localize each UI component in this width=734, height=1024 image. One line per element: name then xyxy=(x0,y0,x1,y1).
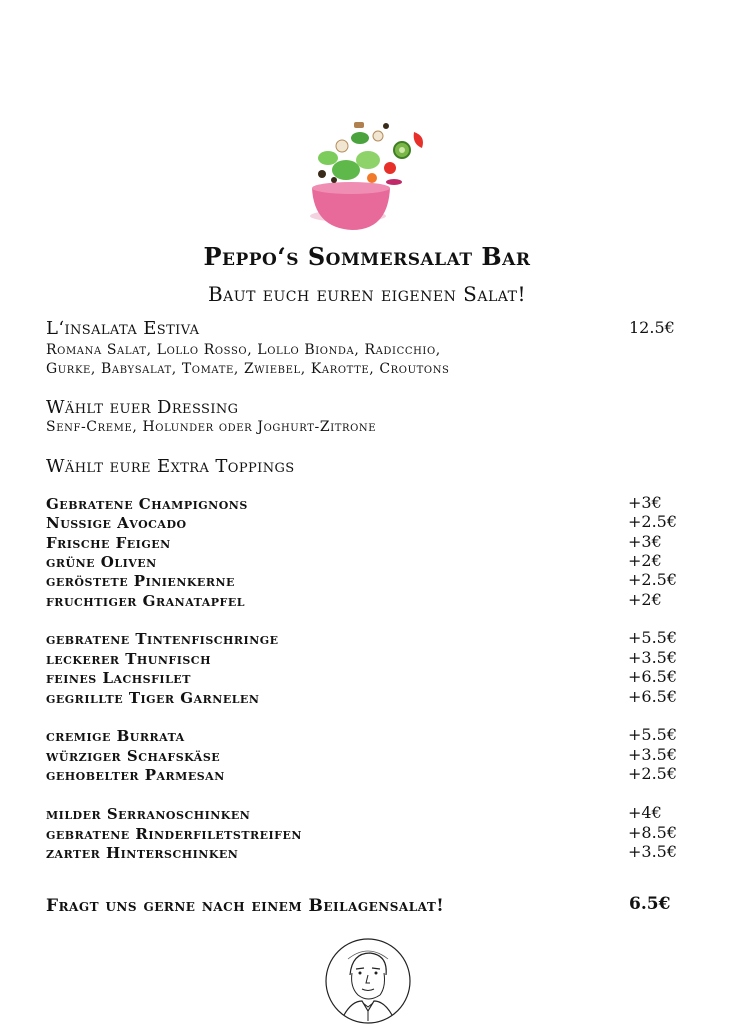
topping-name: würziger Schafskäse xyxy=(46,747,221,765)
topping-item xyxy=(46,495,686,514)
topping-price: +2€ xyxy=(628,590,662,609)
main-salad-price: 12.5€ xyxy=(629,318,675,337)
topping-price: +3€ xyxy=(628,493,662,512)
topping-price: +2€ xyxy=(628,551,662,570)
topping-item xyxy=(46,766,686,785)
topping-name: feines Lachsfilet xyxy=(46,669,191,687)
main-salad-ingredients-line2: Gurke, Babysalat, Tomate, Zwiebel, Karotte, Croutons xyxy=(46,361,450,377)
topping-name: leckerer Thunfisch xyxy=(46,650,211,668)
topping-name: gebratene Tintenfischringe xyxy=(46,630,279,648)
topping-price: +3.5€ xyxy=(628,842,678,861)
topping-item xyxy=(46,805,686,824)
topping-name: fruchtiger Granatapfel xyxy=(46,592,245,610)
topping-price: +4€ xyxy=(628,803,662,822)
topping-name: zarter Hinterschinken xyxy=(46,844,239,862)
topping-item xyxy=(46,630,686,649)
topping-name: gegrillte Tiger Garnelen xyxy=(46,689,260,707)
topping-price: +2.5€ xyxy=(628,764,678,783)
side-salad-note: Fragt uns gerne nach einem Beilagensalat! xyxy=(46,896,445,916)
topping-price: +3.5€ xyxy=(628,648,678,667)
topping-price: +2.5€ xyxy=(628,570,678,589)
topping-price: +6.5€ xyxy=(628,667,678,686)
topping-price: +3.5€ xyxy=(628,745,678,764)
topping-item xyxy=(46,650,686,669)
main-salad-ingredients-line1: Romana Salat, Lollo Rosso, Lollo Bionda, Radicchio, xyxy=(46,342,441,358)
topping-name: Gebratene Champignons xyxy=(46,495,248,513)
toppings-heading: Wählt eure Extra Toppings xyxy=(46,456,295,477)
topping-price: +5.5€ xyxy=(628,628,678,647)
topping-name: gebratene Rinderfiletstreifen xyxy=(46,825,302,843)
page-subtitle: Baut euch euren eigenen Salat! xyxy=(207,282,527,306)
page-title: Peppo‘s Sommersalat Bar xyxy=(203,242,531,271)
side-salad-price: 6.5€ xyxy=(629,894,671,914)
topping-name: milder Serranoschinken xyxy=(46,805,251,823)
topping-name: cremige Burrata xyxy=(46,727,185,745)
topping-name: grüne Oliven xyxy=(46,553,157,571)
topping-name: gehobelter Parmesan xyxy=(46,766,225,784)
topping-item xyxy=(46,553,686,572)
topping-item xyxy=(46,689,686,708)
chef-portrait-icon xyxy=(322,935,414,1024)
topping-item xyxy=(46,514,686,533)
topping-item xyxy=(46,844,686,863)
topping-item xyxy=(46,727,686,746)
topping-price: +8.5€ xyxy=(628,823,678,842)
topping-item xyxy=(46,747,686,766)
topping-item xyxy=(46,592,686,611)
salad-bowl-icon xyxy=(302,116,438,236)
topping-item xyxy=(46,825,686,844)
topping-name: geröstete Pinienkerne xyxy=(46,572,235,590)
topping-price: +6.5€ xyxy=(628,687,678,706)
main-salad-name: L‘insalata Estiva xyxy=(46,318,200,339)
dressing-options: Senf-Creme, Holunder oder Joghurt-Zitrone xyxy=(46,419,377,435)
topping-item xyxy=(46,572,686,591)
topping-item xyxy=(46,534,686,553)
topping-price: +2.5€ xyxy=(628,512,678,531)
topping-name: Frische Feigen xyxy=(46,534,171,552)
topping-item xyxy=(46,669,686,688)
topping-name: Nussige Avocado xyxy=(46,514,187,532)
dressing-heading: Wählt euer Dressing xyxy=(46,397,239,418)
topping-price: +3€ xyxy=(628,532,662,551)
topping-price: +5.5€ xyxy=(628,725,678,744)
